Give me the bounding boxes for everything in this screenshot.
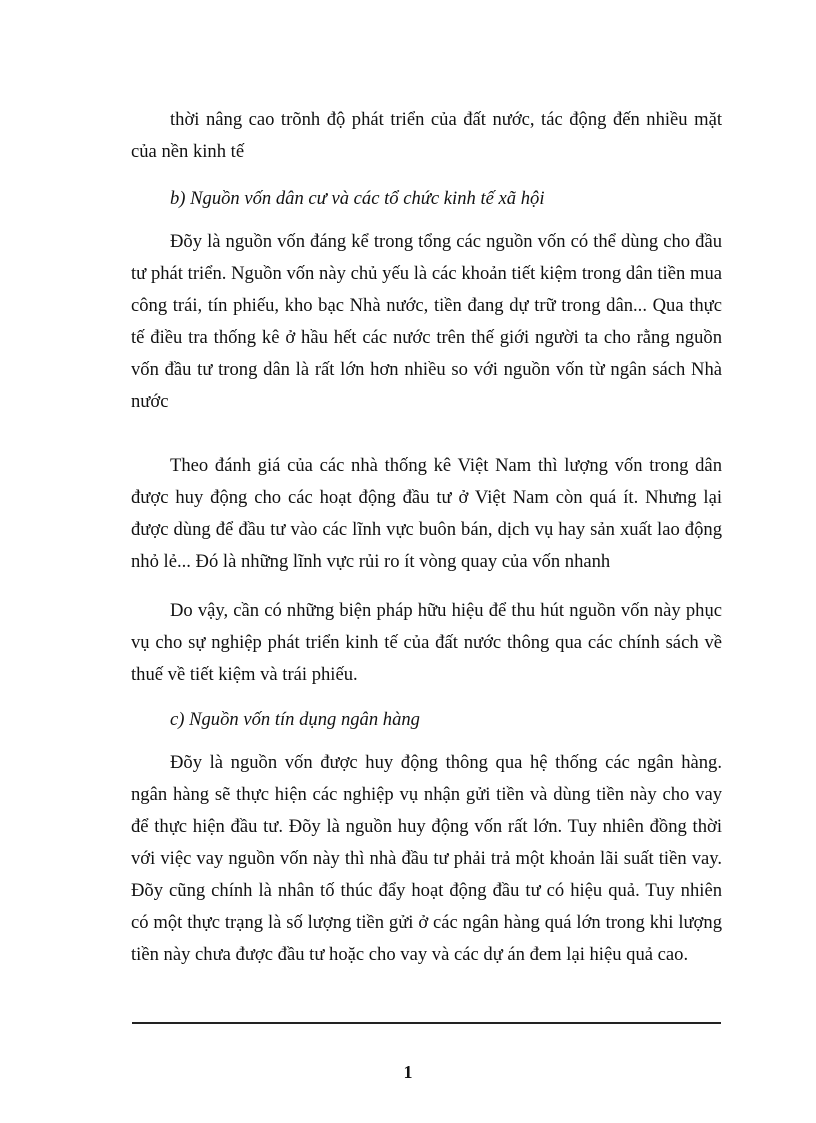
section-b-paragraph-2: Theo đánh giá của các nhà thống kê Việt Nam thì lượng vốn trong dân được huy động cho các hoạt động đầu tư ở Việt Nam còn quá ít. Nhưng lại được dùng để đầu tư vào các lĩnh vực buôn bán, dịch vụ hay sản xuất lao động nhỏ lẻ... Đó là những lĩnh vực rủi ro ít vòng quay của vốn nhanh — [131, 455, 722, 572]
section-b-paragraph-1: Đõy là nguồn vốn đáng kể trong tổng các nguồn vốn có thể dùng cho đầu tư phát triển. Nguồn vốn này chủ yếu là các khoản tiết kiệm trong dân tiền mua công trái, tín phiếu, kho bạc Nhà nước, tiền đang dự trữ trong dân... Qua thực tế điều tra thống kê ở hầu hết các nước trên thế giới người ta cho rằng nguồn vốn đầu tư trong dân là rất lớn hơn nhiều so với nguồn vốn từ ngân sách Nhà nước — [131, 231, 722, 412]
continuation-block — [131, 104, 722, 168]
section-c-paragraph-1-block — [131, 747, 722, 971]
section-c-paragraph-1: Đõy là nguồn vốn được huy động thông qua hệ thống các ngân hàng. ngân hàng sẽ thực hiện các nghiệp vụ nhận gửi tiền và dùng tiền này cho vay để thực hiện đầu tư. Đõy là nguồn huy động vốn rất lớn. Tuy nhiên đồng thời với việc vay nguồn vốn này thì nhà đầu tư phải trả một khoản lãi suất tiền vay. Đõy cũng chính là nhân tố thúc đẩy hoạt động đầu tư có hiệu quả. Tuy nhiên có một thực trạng là số lượng tiền gửi ở các ngân hàng quá lớn trong khi lượng tiền này chưa được đầu tư hoặc cho vay và các dự án đem lại hiệu quả cao. — [131, 752, 722, 965]
page-number: 1 — [403, 1062, 413, 1082]
section-b-paragraph-2-block — [131, 450, 722, 578]
section-b-paragraph-3-block — [131, 595, 722, 691]
section-c-heading: c) Nguồn vốn tín dụng ngân hàng — [170, 709, 420, 730]
section-b-heading: b) Nguồn vốn dân cư và các tổ chức kinh tế xã hội — [170, 188, 545, 209]
section-c-heading-block — [131, 704, 722, 736]
continuation-paragraph: thời nâng cao trõnh độ phát triển của đất nước, tác động đến nhiều mặt của nền kinh tế — [131, 109, 722, 162]
section-b-heading-block — [131, 183, 722, 215]
footer-divider — [132, 1022, 721, 1024]
section-b-paragraph-1-block — [131, 226, 722, 418]
section-b-paragraph-3: Do vậy, cần có những biện pháp hữu hiệu để thu hút nguồn vốn này phục vụ cho sự nghiệp phát triển kinh tế của đất nước thông qua các chính sách về thuế về tiết kiệm và trái phiếu. — [131, 600, 722, 685]
